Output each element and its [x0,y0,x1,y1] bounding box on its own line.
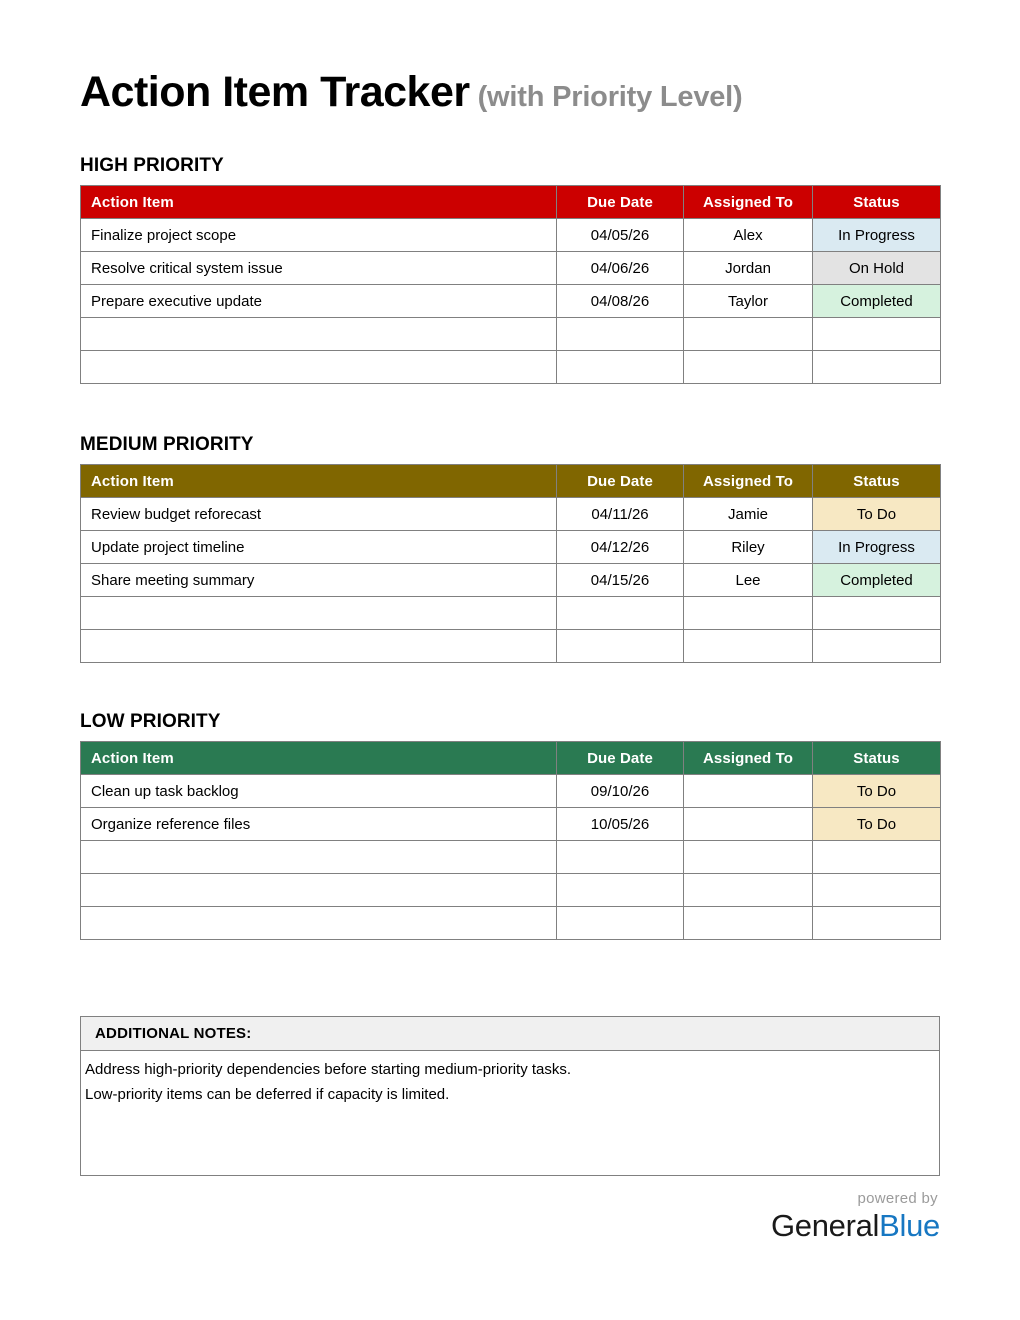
cell-status[interactable] [813,841,941,874]
table-header-row [81,742,941,775]
cell-due-date[interactable]: 10/05/26 [557,808,684,841]
priority-table [80,464,941,663]
generalblue-logo [80,1208,940,1244]
cell-action-item[interactable] [81,318,557,351]
section-heading: LOW PRIORITY [80,711,221,732]
cell-status[interactable] [813,907,941,940]
table-row[interactable] [81,531,941,564]
cell-due-date[interactable]: 04/15/26 [557,564,684,597]
table-row[interactable] [81,775,941,808]
cell-assigned-to[interactable]: Taylor [684,285,813,318]
column-header-action-item: Action Item [81,742,557,775]
cell-due-date[interactable] [557,874,684,907]
cell-action-item[interactable]: Review budget reforecast [81,498,557,531]
cell-due-date[interactable] [557,841,684,874]
cell-action-item[interactable]: Share meeting summary [81,564,557,597]
page-title-main: Action Item Tracker [80,68,470,116]
cell-action-item[interactable] [81,351,557,384]
cell-assigned-to[interactable] [684,351,813,384]
table-row[interactable] [81,874,941,907]
cell-assigned-to[interactable] [684,318,813,351]
cell-assigned-to[interactable] [684,630,813,663]
cell-due-date[interactable] [557,907,684,940]
cell-assigned-to[interactable] [684,907,813,940]
table-row[interactable] [81,808,941,841]
priority-sections [80,155,940,940]
table-row[interactable] [81,351,941,384]
column-header-due-date: Due Date [557,742,684,775]
cell-status[interactable]: In Progress [813,219,941,252]
column-header-assigned-to: Assigned To [684,742,813,775]
column-header-status: Status [813,186,941,219]
cell-status[interactable] [813,630,941,663]
cell-action-item[interactable] [81,597,557,630]
cell-assigned-to[interactable] [684,597,813,630]
table-row[interactable] [81,907,941,940]
section-heading: HIGH PRIORITY [80,155,224,176]
cell-due-date[interactable]: 04/12/26 [557,531,684,564]
page-title [80,0,940,117]
table-row[interactable] [81,219,941,252]
additional-notes-line: Address high-priority dependencies before starting medium-priority tasks. [85,1061,572,1078]
cell-status[interactable]: Completed [813,564,941,597]
cell-action-item[interactable]: Finalize project scope [81,219,557,252]
cell-assigned-to[interactable] [684,841,813,874]
table-row[interactable] [81,630,941,663]
table-row[interactable] [81,597,941,630]
column-header-status: Status [813,465,941,498]
cell-assigned-to[interactable]: Jamie [684,498,813,531]
table-row[interactable] [81,285,941,318]
cell-status[interactable] [813,318,941,351]
section-heading: MEDIUM PRIORITY [80,434,254,455]
column-header-action-item: Action Item [81,465,557,498]
table-row[interactable] [81,498,941,531]
cell-action-item[interactable] [81,630,557,663]
cell-assigned-to[interactable]: Lee [684,564,813,597]
cell-due-date[interactable]: 04/05/26 [557,219,684,252]
footer-branding [80,1190,940,1244]
column-header-status: Status [813,742,941,775]
column-header-assigned-to: Assigned To [684,465,813,498]
column-header-assigned-to: Assigned To [684,186,813,219]
cell-action-item[interactable] [81,907,557,940]
table-row[interactable] [81,564,941,597]
cell-due-date[interactable] [557,597,684,630]
cell-status[interactable]: In Progress [813,531,941,564]
cell-assigned-to[interactable]: Riley [684,531,813,564]
cell-assigned-to[interactable] [684,808,813,841]
cell-assigned-to[interactable] [684,874,813,907]
cell-due-date[interactable]: 04/11/26 [557,498,684,531]
table-header-row [81,186,941,219]
cell-assigned-to[interactable]: Jordan [684,252,813,285]
cell-assigned-to[interactable]: Alex [684,219,813,252]
logo-text-blue: Blue [879,1208,940,1243]
cell-action-item[interactable]: Update project timeline [81,531,557,564]
cell-action-item[interactable]: Organize reference files [81,808,557,841]
cell-status[interactable]: To Do [813,775,941,808]
cell-action-item[interactable]: Resolve critical system issue [81,252,557,285]
cell-status[interactable]: To Do [813,498,941,531]
priority-table [80,185,941,384]
table-row[interactable] [81,841,941,874]
cell-due-date[interactable]: 04/06/26 [557,252,684,285]
column-header-due-date: Due Date [557,465,684,498]
cell-action-item[interactable] [81,841,557,874]
powered-by-label: powered by [857,1190,938,1207]
cell-action-item[interactable]: Clean up task backlog [81,775,557,808]
cell-due-date[interactable] [557,351,684,384]
cell-assigned-to[interactable] [684,775,813,808]
cell-due-date[interactable]: 04/08/26 [557,285,684,318]
cell-status[interactable]: Completed [813,285,941,318]
column-header-due-date: Due Date [557,186,684,219]
cell-due-date[interactable]: 09/10/26 [557,775,684,808]
table-row[interactable] [81,252,941,285]
cell-action-item[interactable]: Prepare executive update [81,285,557,318]
cell-status[interactable]: On Hold [813,252,941,285]
cell-status[interactable]: To Do [813,808,941,841]
column-header-action-item: Action Item [81,186,557,219]
additional-notes-line: Low-priority items can be deferred if capacity is limited. [85,1086,450,1103]
cell-due-date[interactable] [557,630,684,663]
additional-notes-body[interactable] [81,1051,939,1175]
cell-action-item[interactable] [81,874,557,907]
cell-status[interactable] [813,874,941,907]
table-row[interactable] [81,318,941,351]
cell-status[interactable] [813,597,941,630]
page-title-subtitle: (with Priority Level) [477,81,743,113]
additional-notes-panel [80,1016,940,1176]
priority-table [80,741,941,940]
table-header-row [81,465,941,498]
cell-due-date[interactable] [557,318,684,351]
cell-status[interactable] [813,351,941,384]
logo-text-general: General [770,1208,880,1243]
additional-notes-header: ADDITIONAL NOTES: [81,1017,939,1051]
